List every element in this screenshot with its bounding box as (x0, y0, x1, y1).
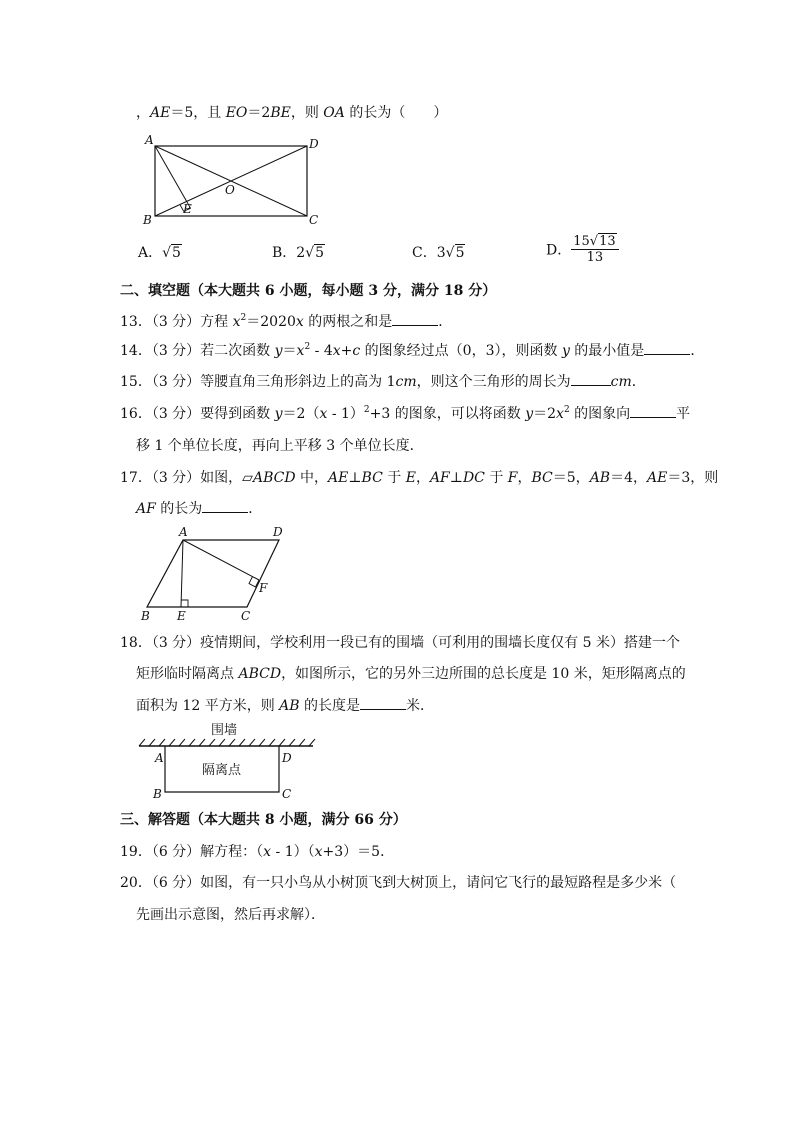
q14-x: x (296, 343, 305, 359)
q14-pre: 14．（3 分）若二次函数 (120, 343, 275, 359)
q14-c: c (352, 343, 361, 359)
q13-post: 的两根之和是 (303, 314, 393, 330)
q14-y2: y (561, 343, 570, 359)
q16-mid: - 1） (327, 406, 364, 422)
q18-answer-blank[interactable] (360, 697, 406, 710)
q12-be: BE (270, 105, 291, 121)
figure-parallelogram-abcd (135, 522, 295, 626)
question-18-line3 (136, 697, 434, 715)
fig12-label-b: B (143, 213, 152, 227)
q14-x2: x (332, 343, 341, 359)
q19-m: - 1）（ (271, 844, 315, 860)
option-c-radicand: 5 (455, 245, 465, 261)
q16-y: y (274, 406, 283, 422)
q17-af: AF (429, 470, 450, 486)
question-18-line1: 18．（3 分）疫情期间，学校利用一段已有的围墙（可利用的围墙长度仅有 5 米）搭建一个 (120, 635, 680, 651)
q14-eq: ＝ (282, 343, 297, 359)
q12-then: ，则 (290, 105, 324, 121)
q16-post: +3 的图象，可以将函数 (369, 406, 526, 422)
option-b-label: B． (272, 245, 297, 261)
q17-perp2: ⊥ (449, 470, 463, 486)
q15-cm2: cm (610, 374, 632, 390)
fig17-label-b: B (141, 609, 150, 623)
q12-tail (136, 104, 447, 122)
option-d-label: D． (546, 242, 572, 259)
q13-answer-blank[interactable] (392, 313, 438, 326)
fig12-label-d: D (309, 137, 319, 151)
option-b[interactable]: B．2√5 (272, 245, 325, 261)
q17-v2: ＝4， (610, 470, 648, 486)
q17-m3: ， (415, 470, 430, 486)
section-answer-heading: 三、解答题（本大题共 8 小题，满分 66 分） (120, 812, 407, 828)
q17-perp1: ⊥ (348, 470, 362, 486)
option-c[interactable]: C．3√5 (412, 245, 465, 261)
fig18-label-c: C (282, 787, 292, 801)
fig17-label-a: A (179, 525, 188, 539)
q14-post: 的图象经过点（0，3），则函数 (360, 343, 562, 359)
figure-rectangle-abcd (135, 130, 335, 230)
q14-plus: + (340, 343, 353, 359)
question-17-line2 (136, 500, 262, 518)
fig17-label-c: C (241, 609, 251, 623)
question-14 (120, 342, 704, 360)
fig18-wall-label: 围墙 (211, 723, 238, 738)
q18-ab: AB (279, 698, 300, 714)
fig17-label-d: D (273, 525, 283, 539)
q14-y: y (274, 343, 283, 359)
q17-ab: AB (589, 470, 611, 486)
q16-y2: y (525, 406, 534, 422)
option-d-fraction: $\frac{15√13}{13}$ (571, 234, 618, 265)
option-c-coef: 3 (436, 245, 446, 261)
q18-l3c: 米． (406, 698, 435, 714)
q17b-end: ． (248, 501, 263, 517)
q18-l2b: ，如图所示，它的另外三边所围的总长度是 10 米，矩形隔离点的 (281, 666, 686, 682)
q17b-post: 的长为 (155, 501, 203, 517)
q18-l3a: 面积为 12 平方米，则 (136, 698, 280, 714)
option-d-radicand: 13 (599, 234, 616, 249)
q16-end: 平 (676, 406, 691, 422)
q19-post: +3）＝5． (322, 844, 395, 860)
option-a-radicand: 5 (172, 245, 181, 261)
q17-bc2: BC (531, 470, 553, 486)
option-d[interactable] (546, 234, 619, 265)
question-17 (120, 469, 718, 487)
question-19 (120, 843, 394, 861)
q12-eo: EO (225, 105, 248, 121)
fig17-label-e: E (177, 609, 186, 623)
option-b-coef: 2 (296, 245, 306, 261)
q17-m2: 于 (382, 470, 406, 486)
fig12-label-o: O (225, 183, 235, 197)
q17-v3: ＝3，则 (667, 470, 719, 486)
q12-prefix: ， (136, 105, 150, 121)
q18-l2a: 矩形临时隔离点 (136, 666, 239, 682)
q16-sup: 2 (363, 405, 370, 415)
q15-post: ，则这个三角形的周长为 (416, 374, 571, 390)
q16-post2: 的图象向 (569, 406, 631, 422)
q13-end: ． (438, 314, 453, 330)
q14-answer-blank[interactable] (644, 342, 690, 355)
q17-m5: ， (517, 470, 532, 486)
question-13 (120, 313, 452, 331)
q16-x2: x (556, 406, 564, 422)
q15-pre: 15．（3 分）等腰直角三角形斜边上的高为 1 (120, 374, 396, 390)
fig18-label-a: A (155, 751, 164, 765)
fig18-label-b: B (153, 787, 162, 801)
q14-mid: - 4 (310, 343, 333, 359)
q15-end: ． (631, 374, 646, 390)
option-c-label: C． (412, 245, 437, 261)
fig12-label-c: C (309, 213, 319, 227)
q17-bc: BC (361, 470, 383, 486)
q17-ae2: AE (647, 470, 668, 486)
q16-x: x (319, 406, 328, 422)
q19-x: x (263, 844, 272, 860)
q13-mid: ＝2020 (246, 314, 296, 330)
q17-ae: AE (328, 470, 349, 486)
q15-answer-blank[interactable] (571, 373, 611, 386)
fig12-label-e: E (183, 202, 192, 216)
q17-m4: 于 (484, 470, 508, 486)
q16-eq: ＝2（ (282, 406, 320, 422)
q12-ask: 的长为（ ） (344, 105, 448, 121)
option-b-radicand: 5 (315, 245, 325, 261)
q13-pre: 13．（3 分）方程 (120, 314, 233, 330)
q14-end: ． (690, 343, 705, 359)
question-16 (120, 405, 690, 423)
question-18-line2 (136, 665, 686, 683)
q19-pre: 19．（6 分）解方程：（ (120, 844, 264, 860)
question-20-line1: 20．（6 分）如图，有一只小鸟从小树顶飞到大树顶上，请问它飞行的最短路程是多少米（ (120, 875, 677, 891)
q16-sup2: 2 (563, 405, 570, 415)
section-fill-in-heading: 二、填空题（本大题共 6 小题，每小题 3 分，满分 18 分） (120, 283, 497, 299)
q13-x2: x (295, 314, 304, 330)
figure-wall-isolation-point (135, 718, 325, 802)
question-15 (120, 373, 646, 391)
q16-answer-blank[interactable] (630, 405, 676, 418)
q13-sup: 2 (240, 313, 247, 323)
q17-pre: 17．（3 分）如图，▱ (120, 470, 253, 486)
q17-dc: DC (462, 470, 485, 486)
option-d-denominator: 13 (586, 250, 604, 265)
q15-cm: cm (395, 374, 417, 390)
q17-v1: ＝5， (552, 470, 590, 486)
q19-x2: x (314, 844, 323, 860)
fig18-inner-label: 隔离点 (202, 763, 242, 778)
question-16-line2: 移 1 个单位长度，再向上平移 3 个单位长度． (136, 438, 424, 454)
q14-post2: 的最小值是 (569, 343, 645, 359)
q13-x: x (232, 314, 241, 330)
q14-sup: 2 (304, 342, 311, 352)
option-a-label: A． (138, 245, 163, 261)
q16-eq2: ＝2 (533, 406, 557, 422)
option-d-coef: 15 (573, 234, 590, 249)
fig18-label-d: D (282, 751, 292, 765)
question-20-line2: 先画出示意图，然后再求解）． (136, 907, 325, 923)
option-a[interactable]: A．√5 (138, 245, 181, 261)
q12-oa: OA (323, 105, 345, 121)
q17-abcd: ABCD (252, 470, 296, 486)
fig12-label-a: A (145, 133, 154, 147)
fig17-label-f: F (259, 581, 268, 595)
q18-abcd: ABCD (238, 666, 282, 682)
q17-e: E (405, 470, 416, 486)
q16-pre: 16．（3 分）要得到函数 (120, 406, 275, 422)
q18-l3b: 的长度是 (299, 698, 361, 714)
q12-ae: AE (150, 105, 171, 121)
q12-eq: ＝2 (247, 105, 271, 121)
q17-answer-blank[interactable] (202, 500, 248, 513)
q17-f: F (507, 470, 518, 486)
q17b-af: AF (136, 501, 156, 517)
q12-eq5: ＝5，且 (170, 105, 226, 121)
q17-m1: 中， (295, 470, 329, 486)
